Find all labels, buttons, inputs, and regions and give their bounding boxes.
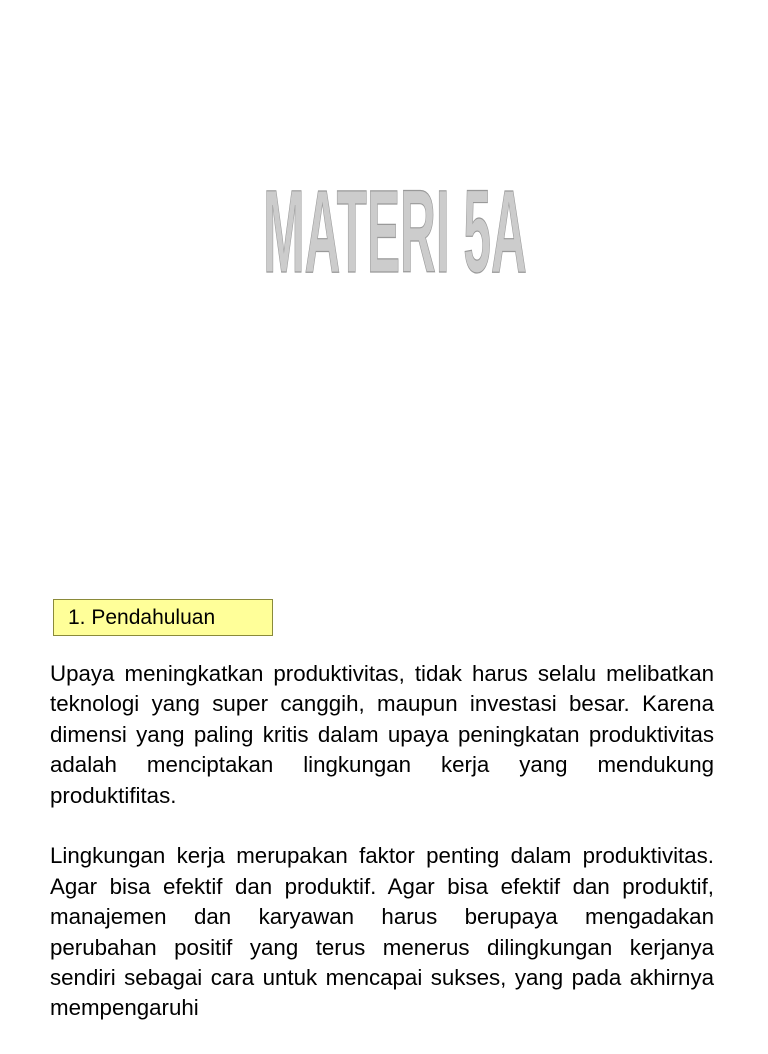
section-heading: 1. Pendahuluan (53, 599, 273, 636)
wordart-title-text: MATERI 5A (263, 172, 527, 282)
body-text (50, 659, 714, 1054)
paragraph-work-environment: Lingkungan kerja merupakan faktor penting dalam produktivitas. Agar bisa efektif dan produktif. Agar bisa efektif dan produktif, manajemen dan karyawan harus berupaya mengadakan perubahan positif yang terus menerus dilingkungan kerjanya sendiri sebagai cara untuk mencapai sukses, yang pada akhirnya mempengaruhi (50, 843, 714, 1021)
wordart-title (250, 172, 540, 282)
paragraph-intro: Upaya meningkatkan produktivitas, tidak harus selalu melibatkan teknologi yang super canggih, maupun investasi besar. Karena dimensi yang paling kritis dalam upaya peningkatan produktivitas adalah menciptakan lingkungan kerja yang mendukung produktifitas. (50, 661, 714, 808)
